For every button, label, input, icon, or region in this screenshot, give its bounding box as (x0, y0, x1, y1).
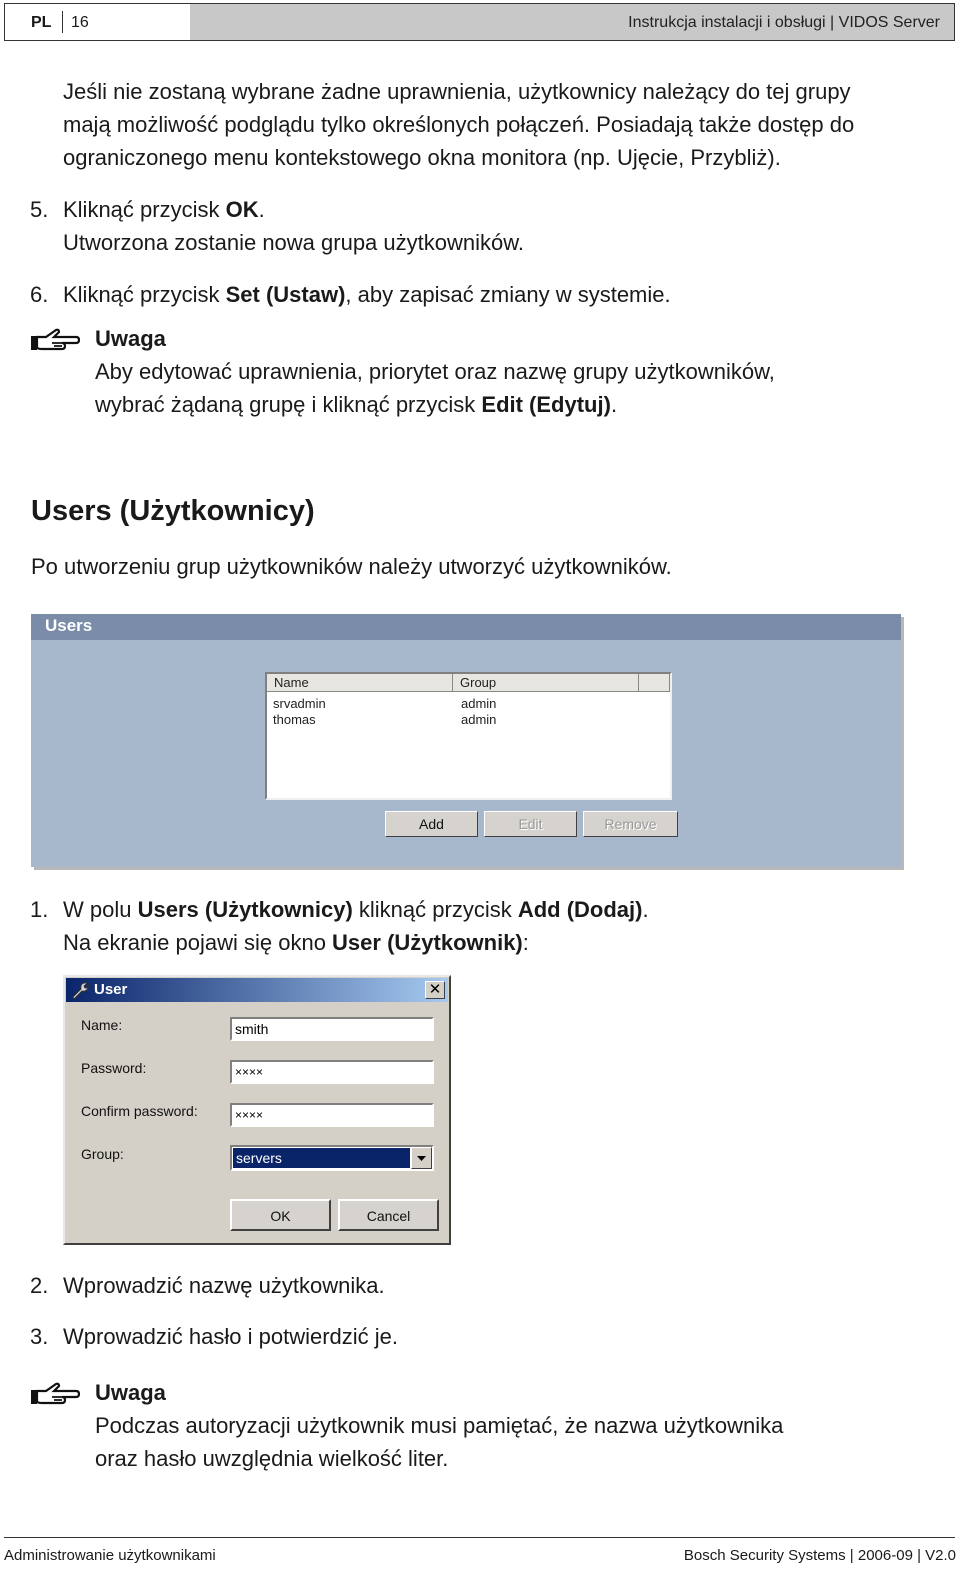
intro-line: mają możliwość podglądu tylko określonych połączeń. Posiadają także dostęp do (63, 112, 855, 137)
note-line: Podczas autoryzacji użytkownik musi pamiętać, że nazwa użytkownika (95, 1413, 784, 1438)
users-title-bar (31, 614, 901, 640)
step-text: , aby zapisać zmiany w systemie. (345, 282, 671, 307)
footer-divider (4, 1537, 955, 1538)
footer-section: Administrowanie użytkownikami (4, 1547, 216, 1564)
note-line: Aby edytować uprawnienia, priorytet oraz nazwę grupy użytkowników, (95, 359, 775, 384)
step-text: . (642, 897, 649, 922)
step-text: : (522, 930, 529, 955)
ok-button[interactable]: OK (230, 1199, 331, 1231)
step-bold: OK (225, 197, 259, 222)
footer-publisher: Bosch Security Systems | 2006-09 | V2.0 (683, 1547, 956, 1564)
step-1-line (63, 893, 649, 926)
user-dialog (63, 975, 451, 1245)
note-title: Uwaga (95, 1380, 166, 1405)
step-text: kliknąć przycisk (352, 897, 518, 922)
users-window-title: Users (45, 616, 93, 635)
note-2 (95, 1376, 783, 1475)
column-header-name[interactable]: Name (267, 674, 453, 692)
users-list[interactable] (265, 672, 672, 800)
intro-line: ograniczonego menu kontekstowego okna monitora (np. Ujęcie, Przybliż). (63, 145, 781, 170)
chevron-down-icon[interactable] (411, 1147, 432, 1169)
step-text: Kliknąć przycisk (63, 197, 226, 222)
step-1 (63, 893, 649, 959)
step-3: Wprowadzić hasło i potwierdzić je. (63, 1324, 399, 1349)
note-line: oraz hasło uwzględnia wielkość liter. (95, 1446, 449, 1471)
step-2: Wprowadzić nazwę użytkownika. (63, 1273, 385, 1298)
cell-group: admin (461, 696, 497, 711)
step-text: Na ekranie pojawi się okno (63, 930, 333, 955)
group-label: Group: (81, 1146, 124, 1162)
note-text: . (610, 392, 618, 417)
step-bold: Add (Dodaj) (517, 897, 643, 922)
step-number: 6. (30, 282, 49, 307)
column-header-empty (639, 674, 670, 692)
note-title: Uwaga (95, 326, 166, 351)
pointing-hand-icon (30, 327, 80, 355)
intro-line: Jeśli nie zostaną wybrane żadne uprawnienia, użytkownicy należący do tej grupy (63, 79, 851, 104)
note-text: wybrać żądaną grupę i kliknąć przycisk (95, 392, 482, 417)
header-divider (62, 11, 63, 33)
section-text: Po utworzeniu grup użytkowników należy utworzyć użytkowników. (31, 554, 672, 579)
users-window (31, 614, 901, 867)
edit-button[interactable]: Edit (484, 811, 577, 837)
step-bold: Set (Ustaw) (225, 282, 346, 307)
group-select[interactable] (230, 1145, 434, 1171)
step-text: . (258, 197, 265, 222)
note-1 (95, 322, 775, 421)
name-field[interactable]: smith (230, 1017, 434, 1041)
step-text: W polu (63, 897, 138, 922)
confirm-password-field[interactable]: ×××× (230, 1103, 434, 1127)
language-code: PL (31, 14, 52, 31)
add-button[interactable]: Add (385, 811, 478, 837)
cell-name: thomas (273, 712, 316, 727)
step-number: 1. (30, 897, 49, 922)
step-number: 3. (30, 1324, 49, 1349)
note-bold: Edit (Edytuj) (481, 392, 611, 417)
section-heading: Users (Użytkownicy) (31, 495, 315, 527)
user-dialog-title: User (94, 981, 128, 998)
page-header (4, 3, 955, 41)
page-number: 16 (71, 14, 89, 31)
cell-name: srvadmin (273, 696, 326, 711)
step-bold: User (Użytkownik) (332, 930, 523, 955)
cancel-button[interactable]: Cancel (338, 1199, 439, 1231)
note-line (95, 388, 775, 421)
password-field[interactable]: ×××× (230, 1060, 434, 1084)
step-6 (63, 278, 671, 311)
close-icon[interactable]: ✕ (425, 981, 445, 999)
step-bold: Users (Użytkownicy) (137, 897, 353, 922)
group-selected-value: servers (233, 1148, 410, 1168)
pointing-hand-icon (30, 1381, 80, 1409)
step-number: 2. (30, 1273, 49, 1298)
step-1-result (63, 926, 649, 959)
confirm-password-label: Confirm password: (81, 1103, 198, 1119)
step-text: Kliknąć przycisk (63, 282, 226, 307)
intro-paragraph (63, 75, 943, 174)
column-header-group[interactable]: Group (453, 674, 639, 692)
remove-button[interactable]: Remove (583, 811, 678, 837)
name-label: Name: (81, 1017, 123, 1033)
step-number: 5. (30, 197, 49, 222)
document-title: Instrukcja instalacji i obsługi | VIDOS Server (628, 14, 940, 31)
wrench-icon (70, 980, 90, 1005)
cell-group: admin (461, 712, 497, 727)
step-5-line (63, 193, 524, 226)
step-5-result: Utworzona zostanie nowa grupa użytkowników. (63, 230, 525, 255)
user-dialog-title-bar (66, 978, 448, 1002)
step-5 (63, 193, 524, 259)
password-label: Password: (81, 1060, 147, 1076)
